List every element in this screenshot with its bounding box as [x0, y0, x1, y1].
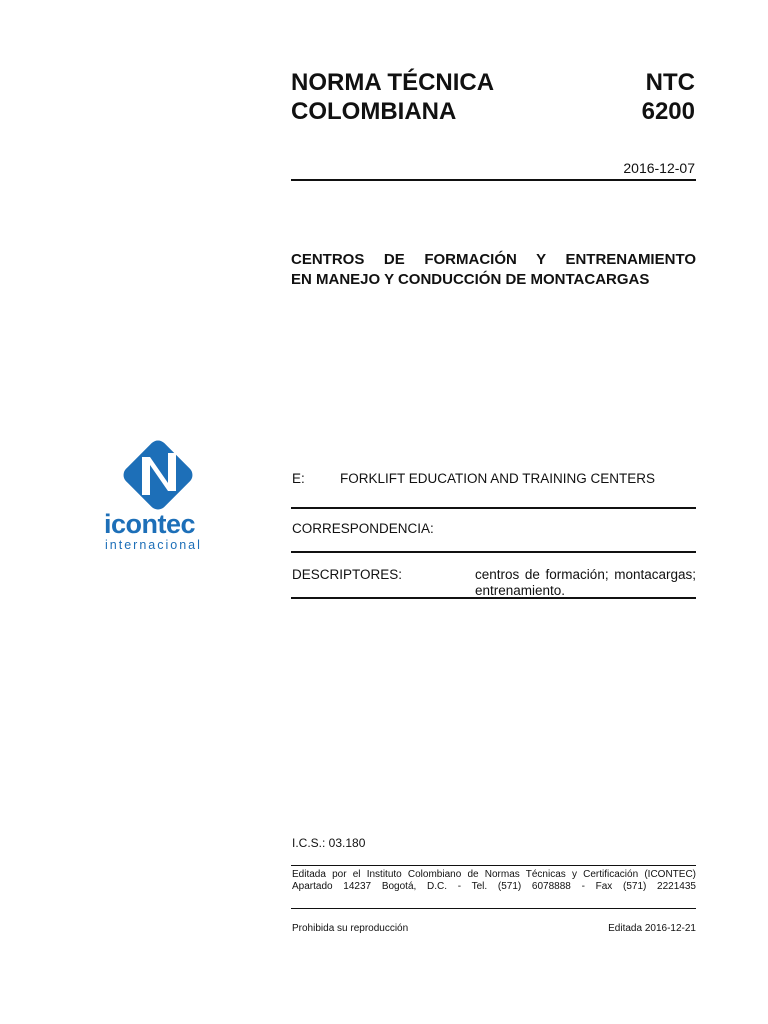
divider [291, 551, 696, 553]
title-line-1: NORMA TÉCNICA [291, 69, 495, 96]
publication-date: 2016-12-07 [623, 160, 695, 176]
title-line-2: COLOMBIANA [291, 98, 457, 125]
code-line-1: NTC [645, 69, 695, 96]
divider [291, 179, 696, 181]
logo-wordmark: icontec [104, 509, 196, 539]
ics-code: I.C.S.: 03.180 [292, 836, 366, 850]
icontec-logo [100, 440, 220, 552]
document-title-line-2: EN MANEJO Y CONDUCCIÓN DE MONTACARGAS [291, 271, 650, 288]
divider [291, 865, 696, 866]
publisher-line-1: Editada por el Instituto Colombiano de Normas Técnicas y Certificación (ICONTEC) [292, 869, 696, 880]
descriptores-value [475, 567, 696, 599]
descriptores-line-1: centros de formación; montacargas; [475, 567, 696, 582]
divider [291, 597, 696, 599]
code-line-2: 6200 [641, 98, 695, 125]
divider [291, 507, 696, 509]
publisher-line-2: Apartado 14237 Bogotá, D.C. - Tel. (571) 6078888 - Fax (571) 2221435 [292, 881, 696, 892]
document-title [291, 250, 696, 290]
logo-tagline: internacional [105, 538, 202, 552]
english-title-label: E: [292, 471, 305, 486]
publisher-info [292, 869, 696, 893]
descriptores-label: DESCRIPTORES: [292, 567, 403, 582]
standard-type-title [291, 68, 494, 126]
descriptores-line-2: entrenamiento. [475, 583, 566, 598]
document-title-line-1: CENTROS DE FORMACIÓN Y ENTRENAMIENTO [291, 251, 696, 268]
edition-date: Editada 2016-12-21 [608, 923, 696, 934]
icontec-emblem-icon [100, 440, 220, 510]
english-title-value: FORKLIFT EDUCATION AND TRAINING CENTERS [340, 471, 656, 486]
reproduction-notice: Prohibida su reproducción [292, 923, 409, 934]
correspondencia-label: CORRESPONDENCIA: [292, 521, 434, 536]
standard-code [642, 68, 695, 126]
divider [291, 908, 696, 909]
